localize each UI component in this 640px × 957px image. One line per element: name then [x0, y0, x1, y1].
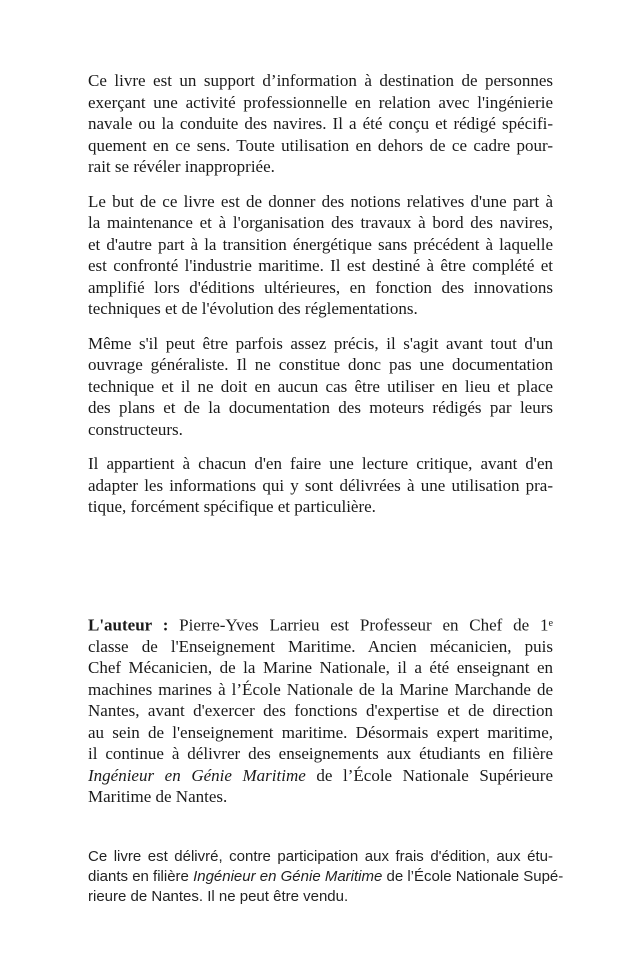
- text-line: Ce livre est un support d’information à destination de personnes: [88, 71, 553, 90]
- text-line: ouvrage généraliste. Il ne constitue donc pas une documentation: [88, 355, 553, 374]
- text-line: au sein de l'enseignement maritime. Désormais expert maritime,: [88, 722, 553, 742]
- text-line: adapter les informations qui y sont délivrées à une utilisation pra-: [88, 475, 553, 495]
- text-line: [88, 765, 553, 787]
- course-title: Ingénieur en Génie Maritime: [193, 867, 383, 885]
- text-line: la maintenance et à l'organisation des travaux à bord des navires,: [88, 213, 553, 232]
- text-line: Nantes, avant d'exercer des fonctions d'expertise et de direction: [88, 701, 553, 721]
- purpose-paragraph: [88, 191, 553, 320]
- edition-notice: [88, 847, 564, 907]
- text-line: Même s'il peut être parfois assez précis, il s'agit avant tout d'un: [88, 333, 553, 353]
- text-line: classe de l'Enseignement Maritime. Ancien mécanicien, puis: [88, 636, 553, 656]
- critical-reading-paragraph: [88, 453, 553, 518]
- scope-paragraph: [88, 333, 553, 441]
- text-line: techniques et de l'évolution des réglementations.: [88, 299, 418, 318]
- text-line: quement en ce sens. Toute utilisation en dehors de ce cadre pour-: [88, 135, 553, 155]
- text-line: est confronté l'industrie maritime. Il est destiné à être complété et: [88, 256, 553, 275]
- text-line: Ce livre est délivré, contre participation aux frais d'édition, aux étu-: [88, 847, 553, 865]
- text-line: des plans et de la documentation des moteurs rédigés par leurs: [88, 398, 553, 417]
- ordinal-superscript: e: [548, 617, 554, 629]
- text-line: il continue à délivrer des enseignements aux étudiants en filière: [88, 744, 553, 764]
- author-intro: Pierre-Yves Larrieu est Professeur en Chef de 1: [168, 615, 549, 635]
- author-after-course: de l’École Nationale Supérieure: [305, 765, 553, 785]
- notice-before-course: diants en filière: [88, 867, 194, 885]
- text-line: Le but de ce livre est de donner des notions relatives d'une part à: [88, 191, 553, 211]
- text-line: et d'autre part à la transition énergétique sans précédent à laquelle: [88, 234, 553, 254]
- disclaimer-paragraph-1: [88, 70, 553, 178]
- text-line: [88, 613, 553, 636]
- text-line: exerçant une activité professionnelle en relation avec l'ingénierie: [88, 92, 553, 112]
- text-line: tique, forcément spécifique et particulière.: [88, 497, 376, 516]
- text-line: technique et il ne doit en aucun cas être utiliser en lieu et place: [88, 376, 553, 396]
- notice-after-course: de l’École Nationale Supé-: [382, 867, 564, 885]
- text-line: [88, 867, 564, 887]
- course-title: Ingénieur en Génie Maritime: [88, 765, 306, 785]
- text-line: rait se révéler inappropriée.: [88, 157, 275, 176]
- text-line: amplifié lors d'éditions ultérieures, en fonction des innovations: [88, 277, 553, 297]
- text-line: Chef Mécanicien, de la Marine Nationale, il a été enseignant en: [88, 658, 553, 678]
- text-line: constructeurs.: [88, 419, 183, 439]
- text-line: Maritime de Nantes.: [88, 787, 228, 807]
- author-paragraph: [88, 613, 553, 808]
- text-line: Il appartient à chacun d'en faire une lecture critique, avant d'en: [88, 454, 553, 473]
- text-line: machines marines à l’École Nationale de la Marine Marchande de: [88, 679, 553, 699]
- author-label: L'auteur :: [88, 615, 169, 635]
- text-line: rieure de Nantes. Il ne peut être vendu.: [88, 887, 349, 905]
- text-line: navale ou la conduite des navires. Il a été conçu et rédigé spécifi-: [88, 114, 553, 133]
